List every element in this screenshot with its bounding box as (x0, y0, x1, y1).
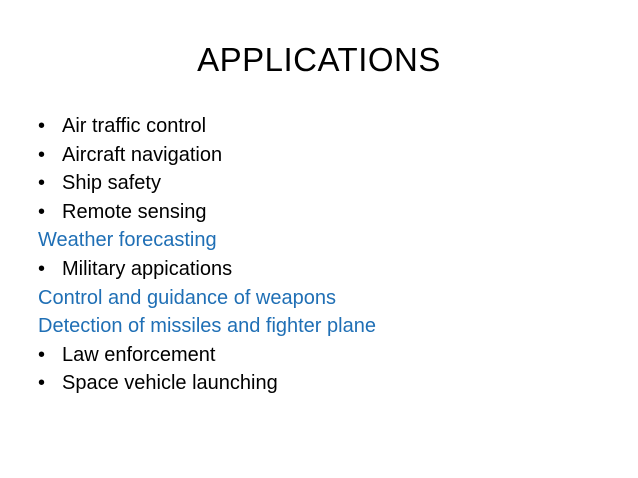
list-item (38, 312, 618, 341)
list-item-text: Ship safety (62, 172, 161, 195)
list-item (38, 141, 618, 170)
list-item (38, 226, 618, 255)
bullet-icon: • (38, 372, 46, 395)
bullet-icon: • (38, 343, 46, 366)
list-item-text: Detection of missiles and fighter plane (38, 315, 376, 338)
list-item (38, 112, 618, 141)
list-item (38, 198, 618, 227)
list-item-text: Law enforcement (62, 343, 216, 366)
list-item (38, 255, 618, 284)
list-item (38, 369, 618, 398)
list-item-text: Space vehicle launching (62, 372, 278, 395)
list-item-text: Weather forecasting (38, 229, 217, 252)
slide-title: APPLICATIONS (197, 41, 441, 78)
list-item-text: Control and guidance of weapons (38, 286, 336, 309)
bullet-icon: • (38, 257, 46, 280)
list-item (38, 169, 618, 198)
list-item-text: Air traffic control (62, 115, 207, 137)
bullet-icon: • (38, 115, 46, 137)
list-item-text: Military appications (62, 257, 233, 280)
bullet-icon: • (38, 143, 46, 166)
bullet-icon: • (38, 172, 46, 195)
list-item-text: Aircraft navigation (62, 143, 223, 166)
bullet-icon: • (38, 200, 46, 223)
list-item-text: Remote sensing (62, 200, 207, 223)
application-list (38, 112, 618, 398)
list-item (38, 284, 618, 313)
list-item (38, 341, 618, 370)
